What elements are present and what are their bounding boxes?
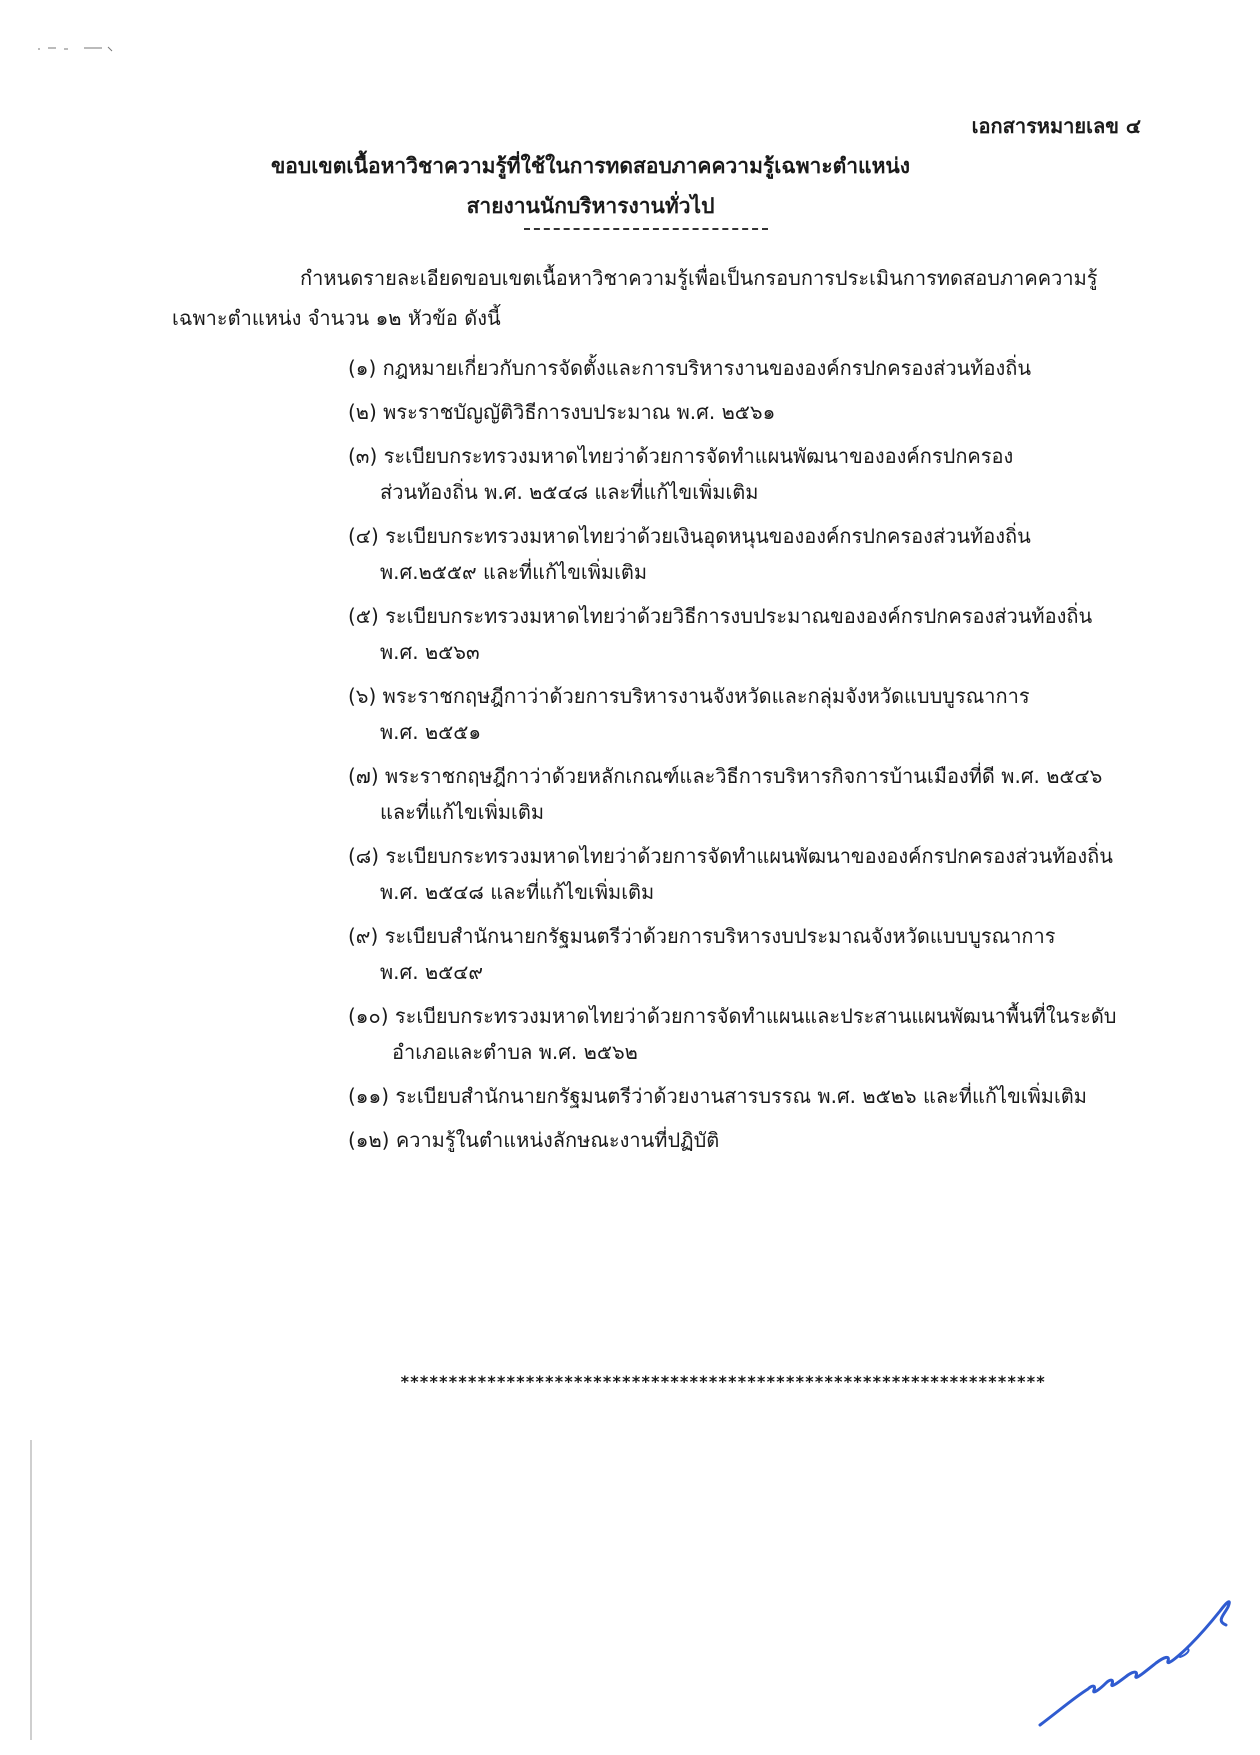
topic-item-7 — [348, 758, 1148, 830]
title-divider — [524, 228, 768, 230]
topic-item-6 — [348, 678, 1148, 750]
intro-line2: เฉพาะตำแหน่ง จำนวน ๑๒ หัวข้อ ดังนี้ — [172, 306, 501, 330]
topic-item-text: (๑๒) ความรู้ในตำแหน่งลักษณะงานที่ปฏิบัติ — [348, 1128, 720, 1152]
topic-item-4 — [348, 518, 1148, 590]
handwritten-signature — [1030, 1585, 1240, 1735]
topic-item-9 — [348, 918, 1148, 990]
topic-item-continuation: และที่แก้ไขเพิ่มเติม — [380, 800, 545, 824]
topic-item-text: (๙) ระเบียบสำนักนายกรัฐมนตรีว่าด้วยการบริหารงบประมาณจังหวัดแบบบูรณาการ — [348, 924, 1056, 948]
topic-item-10 — [348, 998, 1148, 1070]
topic-item-text: (๑๑) ระเบียบสำนักนายกรัฐมนตรีว่าด้วยงานสารบรรณ พ.ศ. ๒๕๒๖ และที่แก้ไขเพิ่มเติม — [348, 1084, 1087, 1108]
scan-edge-line — [30, 1440, 32, 1740]
topic-item-text: (๖) พระราชกฤษฎีกาว่าด้วยการบริหารงานจังหวัดและกลุ่มจังหวัดแบบบูรณาการ — [348, 684, 1030, 708]
topic-item-continuation: พ.ศ. ๒๕๔๘ และที่แก้ไขเพิ่มเติม — [380, 880, 655, 904]
topic-item-continuation: พ.ศ. ๒๕๕๑ — [380, 720, 482, 744]
topic-item-text: (๒) พระราชบัญญัติวิธีการงบประมาณ พ.ศ. ๒๕๖๑ — [348, 400, 776, 424]
end-of-document-marker: ******************************************************************* — [400, 1372, 1046, 1391]
topic-item-continuation: อำเภอและตำบล พ.ศ. ๒๕๖๒ — [392, 1040, 638, 1064]
topic-item-continuation: พ.ศ. ๒๕๖๓ — [380, 640, 480, 664]
topic-item-12 — [348, 1122, 1148, 1158]
topic-item-1 — [348, 350, 1148, 386]
topic-item-text: (๘) ระเบียบกระทรวงมหาดไทยว่าด้วยการจัดทำแผนพัฒนาขององค์กรปกครองส่วนท้องถิ่น — [348, 844, 1113, 868]
topic-item-2 — [348, 394, 1148, 430]
topic-item-continuation: พ.ศ.๒๕๕๙ และที่แก้ไขเพิ่มเติม — [380, 560, 648, 584]
topic-item-5 — [348, 598, 1148, 670]
topic-item-continuation: ส่วนท้องถิ่น พ.ศ. ๒๕๔๘ และที่แก้ไขเพิ่มเติม — [380, 480, 759, 504]
document-number: เอกสารหมายเลข ๔ — [971, 114, 1141, 138]
topic-item-text: (๑) กฎหมายเกี่ยวกับการจัดตั้งและการบริหารงานขององค์กรปกครองส่วนท้องถิ่น — [348, 356, 1031, 380]
intro-line1: กำหนดรายละเอียดขอบเขตเนื้อหาวิชาความรู้เพื่อเป็นกรอบการประเมินการทดสอบภาคความรู้ — [300, 266, 1098, 290]
topic-item-8 — [348, 838, 1148, 910]
topic-item-text: (๗) พระราชกฤษฎีกาว่าด้วยหลักเกณฑ์และวิธีการบริหารกิจการบ้านเมืองที่ดี พ.ศ. ๒๕๔๖ — [348, 764, 1103, 788]
topic-item-11 — [348, 1078, 1148, 1114]
topic-item-text: (๔) ระเบียบกระทรวงมหาดไทยว่าด้วยเงินอุดหนุนขององค์กรปกครองส่วนท้องถิ่น — [348, 524, 1031, 548]
document-title-line2: สายงานนักบริหารงานทั่วไป — [466, 194, 715, 218]
topic-item-text: (๑๐) ระเบียบกระทรวงมหาดไทยว่าด้วยการจัดทำแผนและประสานแผนพัฒนาพื้นที่ในระดับ — [348, 1004, 1117, 1028]
scan-artifact-mark — [36, 44, 118, 54]
topic-item-text: (๓) ระเบียบกระทรวงมหาดไทยว่าด้วยการจัดทำแผนพัฒนาขององค์กรปกครอง — [348, 444, 1014, 468]
document-title-line1: ขอบเขตเนื้อหาวิชาความรู้ที่ใช้ในการทดสอบภาคความรู้เฉพาะตำแหน่ง — [270, 154, 911, 178]
topic-item-text: (๕) ระเบียบกระทรวงมหาดไทยว่าด้วยวิธีการงบประมาณขององค์กรปกครองส่วนท้องถิ่น — [348, 604, 1093, 628]
topic-list — [348, 350, 1148, 1166]
topic-item-continuation: พ.ศ. ๒๕๔๙ — [380, 960, 484, 984]
topic-item-3 — [348, 438, 1148, 510]
